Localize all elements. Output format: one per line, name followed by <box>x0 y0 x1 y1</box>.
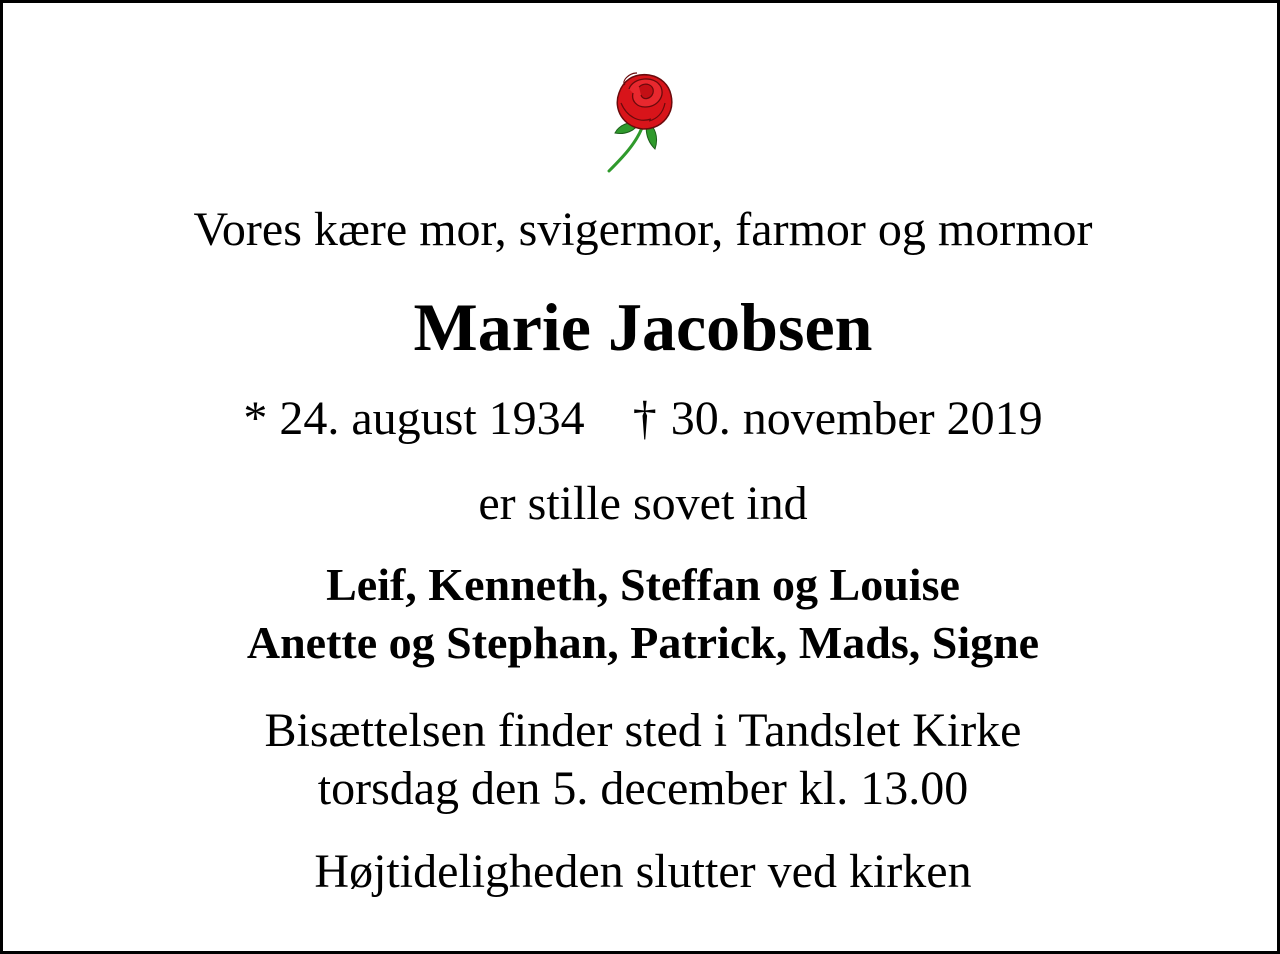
funeral-info-line: torsdag den 5. december kl. 13.00 <box>317 762 969 815</box>
death-symbol: † <box>632 392 657 445</box>
family-line: Leif, Kenneth, Steffan og Louise <box>326 559 960 610</box>
birth-date: 24. august 1934 <box>279 392 585 445</box>
intro-text: Vores kære mor, svigermor, farmor og mormor <box>193 203 1093 256</box>
death-date: 30. november 2019 <box>670 392 1043 445</box>
family-line: Anette og Stephan, Patrick, Mads, Signe <box>246 617 1040 668</box>
closing-text: Højtideligheden slutter ved kirken <box>314 845 972 898</box>
funeral-info-line: Bisættelsen finder sted i Tandslet Kirke <box>264 704 1022 757</box>
rose-icon <box>599 63 687 175</box>
deceased-name: Marie Jacobsen <box>413 289 873 365</box>
passing-text: er stille sovet ind <box>478 477 808 530</box>
life-dates <box>3 392 1280 445</box>
birth-symbol: * <box>243 392 268 445</box>
